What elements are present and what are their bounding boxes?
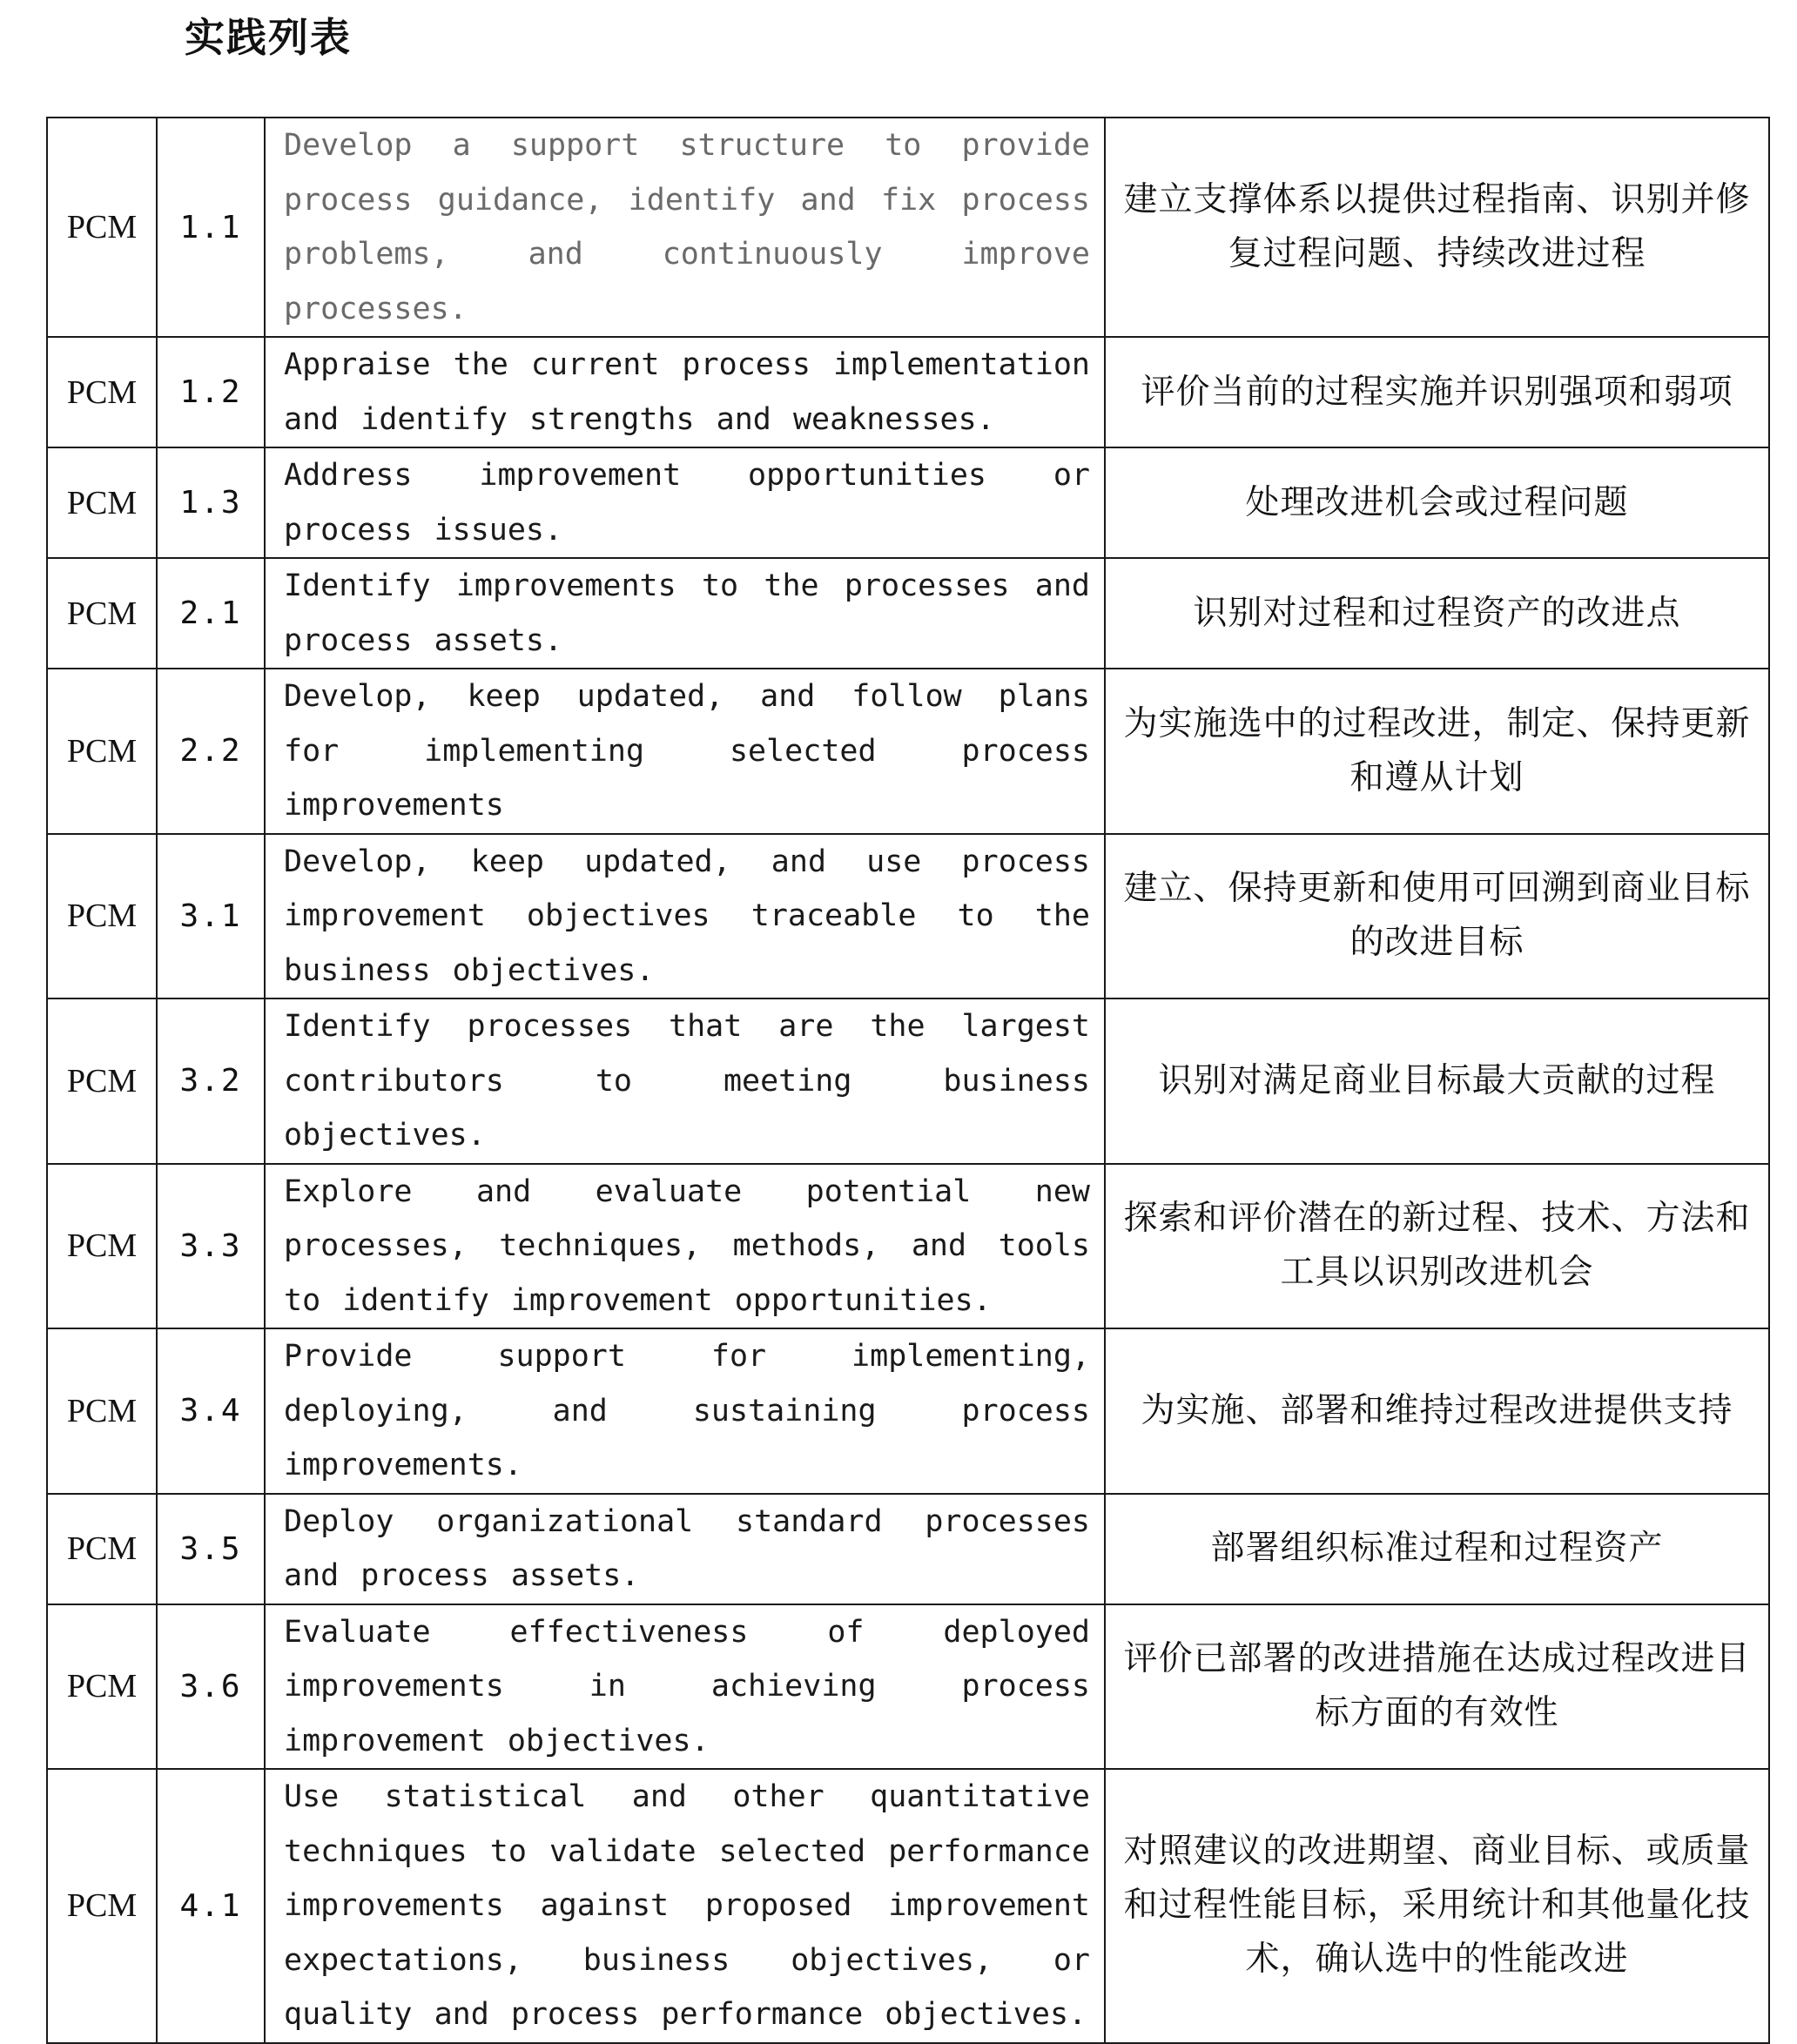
table-row bbox=[47, 669, 1769, 834]
table-row bbox=[47, 1328, 1769, 1494]
chinese-description-cell: 评价已部署的改进措施在达成过程改进目标方面的有效性 bbox=[1105, 1604, 1769, 1770]
english-description-cell: Identify improvements to the processes and process assets. bbox=[265, 558, 1105, 669]
chinese-description-cell: 为实施、部署和维持过程改进提供支持 bbox=[1105, 1328, 1769, 1494]
area-cell: PCM bbox=[47, 1769, 157, 2043]
chinese-description-cell: 评价当前的过程实施并识别强项和弱项 bbox=[1105, 337, 1769, 447]
area-cell: PCM bbox=[47, 669, 157, 834]
area-cell: PCM bbox=[47, 337, 157, 447]
practice-id-cell: 3.6 bbox=[157, 1604, 265, 1770]
chinese-description-cell: 建立支撑体系以提供过程指南、识别并修复过程问题、持续改进过程 bbox=[1105, 118, 1769, 337]
practice-id-cell: 3.5 bbox=[157, 1494, 265, 1604]
area-cell: PCM bbox=[47, 118, 157, 337]
english-description-cell: Evaluate effectiveness of deployed improvements in achieving process improvement objectives. bbox=[265, 1604, 1105, 1770]
area-cell: PCM bbox=[47, 1164, 157, 1329]
english-description-cell: Identify processes that are the largest contributors to meeting business objectives. bbox=[265, 998, 1105, 1164]
area-cell: PCM bbox=[47, 998, 157, 1164]
english-description-cell: Deploy organizational standard processes and process assets. bbox=[265, 1494, 1105, 1604]
area-cell: PCM bbox=[47, 558, 157, 669]
table-row bbox=[47, 1164, 1769, 1329]
table-row bbox=[47, 1604, 1769, 1770]
practice-id-cell: 1.2 bbox=[157, 337, 265, 447]
table-row bbox=[47, 1769, 1769, 2043]
chinese-description-cell: 探索和评价潜在的新过程、技术、方法和工具以识别改进机会 bbox=[1105, 1164, 1769, 1329]
english-description-cell: Address improvement opportunities or process issues. bbox=[265, 447, 1105, 558]
chinese-description-cell: 部署组织标准过程和过程资产 bbox=[1105, 1494, 1769, 1604]
practice-id-cell: 3.4 bbox=[157, 1328, 265, 1494]
table-row bbox=[47, 118, 1769, 337]
table-row bbox=[47, 558, 1769, 669]
area-cell: PCM bbox=[47, 1328, 157, 1494]
practice-id-cell: 2.1 bbox=[157, 558, 265, 669]
chinese-description-cell: 建立、保持更新和使用可回溯到商业目标的改进目标 bbox=[1105, 834, 1769, 999]
table-row bbox=[47, 834, 1769, 999]
page-title: 实践列表 bbox=[185, 14, 352, 61]
practice-id-cell: 2.2 bbox=[157, 669, 265, 834]
chinese-description-cell: 识别对过程和过程资产的改进点 bbox=[1105, 558, 1769, 669]
english-description-cell: Explore and evaluate potential new processes, techniques, methods, and tools to identify improvement opportunities. bbox=[265, 1164, 1105, 1329]
chinese-description-cell: 处理改进机会或过程问题 bbox=[1105, 447, 1769, 558]
table-row bbox=[47, 447, 1769, 558]
area-cell: PCM bbox=[47, 1494, 157, 1604]
area-cell: PCM bbox=[47, 834, 157, 999]
chinese-description-cell: 识别对满足商业目标最大贡献的过程 bbox=[1105, 998, 1769, 1164]
table-row bbox=[47, 337, 1769, 447]
practice-id-cell: 1.1 bbox=[157, 118, 265, 337]
chinese-description-cell: 为实施选中的过程改进，制定、保持更新和遵从计划 bbox=[1105, 669, 1769, 834]
english-description-cell: Develop a support structure to provide process guidance, identify and fix process problems, and continuously improve processes. bbox=[265, 118, 1105, 337]
practice-id-cell: 3.2 bbox=[157, 998, 265, 1164]
english-description-cell: Develop, keep updated, and follow plans for implementing selected process improvements bbox=[265, 669, 1105, 834]
english-description-cell: Use statistical and other quantitative techniques to validate selected performance improvements against proposed improvement expectations, business objectives, or quality and process performance objectives. bbox=[265, 1769, 1105, 2043]
practice-id-cell: 1.3 bbox=[157, 447, 265, 558]
table-row bbox=[47, 998, 1769, 1164]
area-cell: PCM bbox=[47, 447, 157, 558]
practice-table bbox=[46, 117, 1770, 2044]
practice-id-cell: 3.3 bbox=[157, 1164, 265, 1329]
area-cell: PCM bbox=[47, 1604, 157, 1770]
english-description-cell: Provide support for implementing, deploying, and sustaining process improvements. bbox=[265, 1328, 1105, 1494]
chinese-description-cell: 对照建议的改进期望、商业目标、或质量和过程性能目标，采用统计和其他量化技术，确认选中的性能改进 bbox=[1105, 1769, 1769, 2043]
table-row bbox=[47, 1494, 1769, 1604]
english-description-cell: Develop, keep updated, and use process improvement objectives traceable to the business objectives. bbox=[265, 834, 1105, 999]
practice-id-cell: 3.1 bbox=[157, 834, 265, 999]
english-description-cell: Appraise the current process implementation and identify strengths and weaknesses. bbox=[265, 337, 1105, 447]
practice-id-cell: 4.1 bbox=[157, 1769, 265, 2043]
